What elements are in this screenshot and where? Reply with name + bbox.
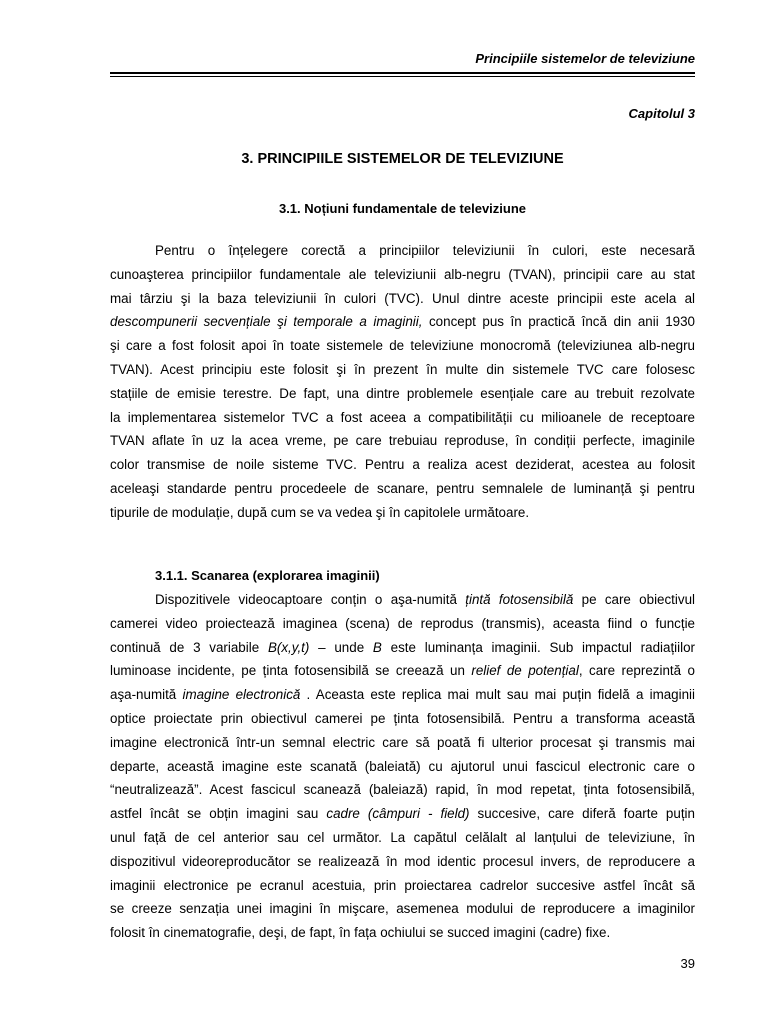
header-rule-thin (110, 76, 695, 77)
paragraph-line: folosit în cinematografie, deşi, de fapt, în fața ochiului se succed imagini (cadre) fixe. (110, 925, 611, 941)
paragraph-line: imaginii electronice pe ecranul acestuia, prin proiectarea cadrelor succesive astfel încât să (110, 877, 695, 893)
paragraph-line: tipurile de modulație, după cum se va vedea şi în capitolele următoare. (110, 504, 530, 520)
paragraph-line (110, 683, 695, 707)
line-text: este luminanța imaginii. Sub impactul radiațiilor (381, 639, 696, 655)
paragraph-line: TVAN). Acest principiu este folosit şi în prezent în multe din sistemele TVC care folosesc (110, 361, 695, 377)
paragraph-line: şi care a fost folosit apoi în toate sistemele de televiziune monocromă (televiziunea alb-negru (110, 338, 695, 354)
paragraph-1 (110, 239, 695, 525)
running-header: Principiile sistemelor de televiziune (475, 51, 695, 66)
paragraph-line: mai târziu şi la baza televiziunii în culori (TVC). Unul dintre aceste principii este acela al (110, 290, 695, 306)
paragraph-line: “neutralizează”. Acest fascicul scanează (baleiază) rapid, în mod repetat, ținta fotosensibilă, (110, 782, 695, 798)
paragraph-line: optice proiectate prin obiectivul camerei pe ținta fotosensibilă. Pentru a transforma această (110, 710, 695, 726)
chapter-label: Capitolul 3 (628, 106, 695, 121)
line-text: luminoase incidente, pe ținta fotosensibilă se creează un (110, 663, 472, 679)
italic-term: relief de potențial (471, 663, 579, 679)
line-text: succesive, care diferă foarte puțin (469, 806, 695, 822)
line-text: pe care obiectivul (573, 592, 695, 607)
line-text: continuă de 3 variabile (110, 639, 268, 655)
paragraph-line: imagine electronică într-un semnal electric care să poată fi ulterior procesat şi transmis mai (110, 734, 695, 750)
italic-term: B (372, 639, 382, 655)
line-text: – unde (309, 639, 373, 655)
paragraph-line (110, 659, 695, 683)
page-number: 39 (680, 956, 695, 971)
paragraph-line: color transmise de noile sisteme TVC. Pentru a realiza acest deziderat, acestea au folosit (110, 457, 695, 473)
paragraph-line (110, 310, 695, 334)
paragraph-line (110, 636, 695, 660)
paragraph-line: unul față de cel anterior sau cel următor. La capătul celălalt al lanțului de televiziune, în (110, 829, 695, 845)
chapter-title: 3. PRINCIPIILE SISTEMELOR DE TELEVIZIUNE (241, 151, 564, 167)
line-text: . Aceasta este replica mai mult sau mai puțin fidelă a imaginii (300, 687, 696, 703)
paragraph-line: stațiile de emisie terestre. De fapt, una dintre problemele esențiale care au trebuit rezolvate (110, 385, 695, 401)
italic-term: B(x,y,t) (267, 639, 310, 655)
italic-term: țintă fotosensibilă (465, 592, 574, 607)
paragraph-line: la implementarea sistemelor TVC a fost aceea a compatibilității cu milioanele de receptoare (110, 409, 695, 425)
paragraph-line: dispozitivul videoreproducător se realizează în mod identic procesul invers, de reproducere a (110, 853, 695, 869)
section-title: 3.1. Noțiuni fundamentale de televiziune (278, 201, 527, 216)
italic-phrase: descompunerii secvențiale şi temporale a imaginii, (110, 314, 423, 330)
paragraph-2 (110, 588, 695, 945)
line-text: Dispozitivele videocaptoare conțin o aşa-numită (155, 592, 466, 607)
paragraph-line: TVAN aflate în uz la acea vreme, pe care trebuiau reproduse, în condiții perfecte, imaginile (110, 433, 695, 449)
paragraph-line (110, 588, 695, 612)
paragraph-line: departe, această imagine este scanată (baleiată) cu ajutorul unui fascicul electronic care o (110, 758, 695, 774)
line-text: aşa-numită (110, 687, 183, 703)
paragraph-line (110, 802, 695, 826)
line-text: astfel încât se obțin imagini sau (110, 806, 327, 822)
line-text: , care reprezintă o (578, 663, 695, 679)
paragraph-line: camerei video proiectează imaginea (scena) de reprodus (transmis), aceasta fiind o funcție (110, 615, 695, 631)
header-rule-thick (110, 72, 695, 74)
line-text: concept pus în practică încă din anii 1930 (422, 314, 695, 330)
paragraph-line: cunoaşterea principiilor fundamentale ale televiziunii alb-negru (TVAN), principii care au stat (110, 266, 695, 282)
paragraph-line: aceleaşi standarde pentru procedeele de scanare, pentru semnalele de luminanță şi pentru (110, 480, 695, 496)
subsection-title: 3.1.1. Scanarea (explorarea imaginii) (155, 568, 380, 583)
paragraph-line: se creeze senzația unei imagini în mişcare, asemenea modului de reproducere a imaginilor (110, 901, 695, 917)
italic-term: cadre (câmpuri - field) (326, 806, 470, 822)
italic-term: imagine electronică (182, 687, 301, 703)
paragraph-line: Pentru o înțelegere corectă a principiilor televiziunii în culori, este necesară (155, 243, 695, 258)
